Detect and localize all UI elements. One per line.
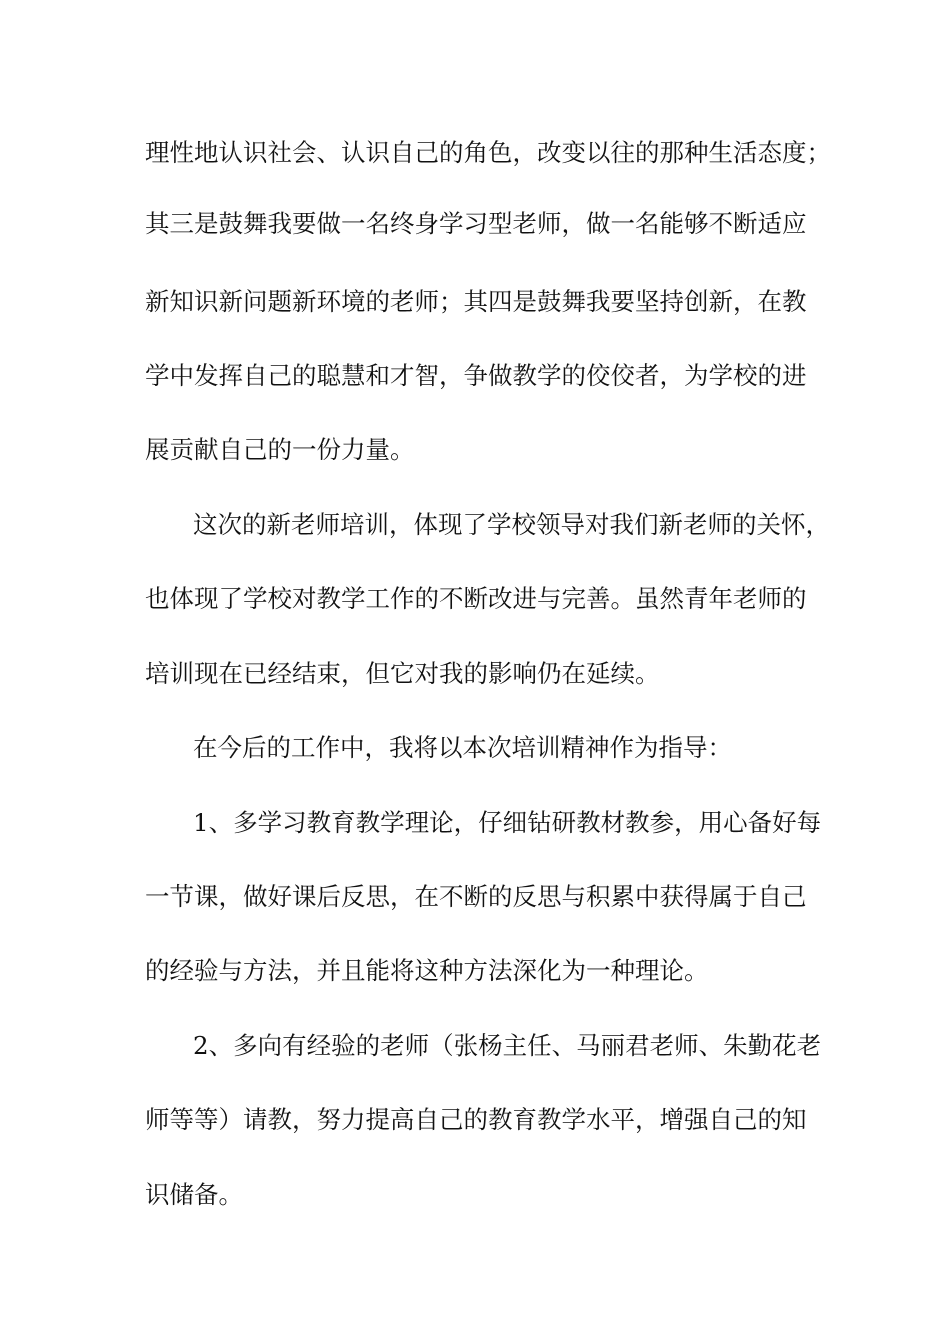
- paragraph-line: 1、多学习教育教学理论，仔细钻研教材教参，用心备好每: [193, 808, 822, 837]
- paragraph-line: 展贡献自己的一份力量。: [145, 435, 415, 464]
- paragraph-line: 在今后的工作中，我将以本次培训精神作为指导：: [193, 733, 732, 762]
- paragraph-line: 培训现在已经结束，但它对我的影响仍在延续。: [145, 659, 660, 688]
- paragraph-line: 的经验与方法，并且能将这种方法深化为一种理论。: [145, 956, 709, 985]
- paragraph-line: 理性地认识社会、认识自己的角色，改变以往的那种生活态度；: [145, 138, 831, 167]
- paragraph-line: 其三是鼓舞我要做一名终身学习型老师，做一名能够不断适应: [145, 209, 807, 238]
- paragraph-line: 这次的新老师培训，体现了学校领导对我们新老师的关怀，: [193, 510, 830, 539]
- paragraph-line: 识储备。: [145, 1180, 243, 1209]
- paragraph-line: 学中发挥自己的聪慧和才智，争做教学的佼佼者，为学校的进: [145, 361, 807, 390]
- paragraph-line: 也体现了学校对教学工作的不断改进与完善。虽然青年老师的: [145, 584, 807, 613]
- paragraph-line: 一节课，做好课后反思，在不断的反思与积累中获得属于自己: [145, 882, 807, 911]
- paragraph-line: 2、多向有经验的老师（张杨主任、马丽君老师、朱勤花老: [193, 1031, 822, 1060]
- paragraph-line: 新知识新问题新环境的老师；其四是鼓舞我要坚持创新，在教: [145, 287, 807, 316]
- paragraph-line: 师等等）请教，努力提高自己的教育教学水平，增强自己的知: [145, 1105, 807, 1134]
